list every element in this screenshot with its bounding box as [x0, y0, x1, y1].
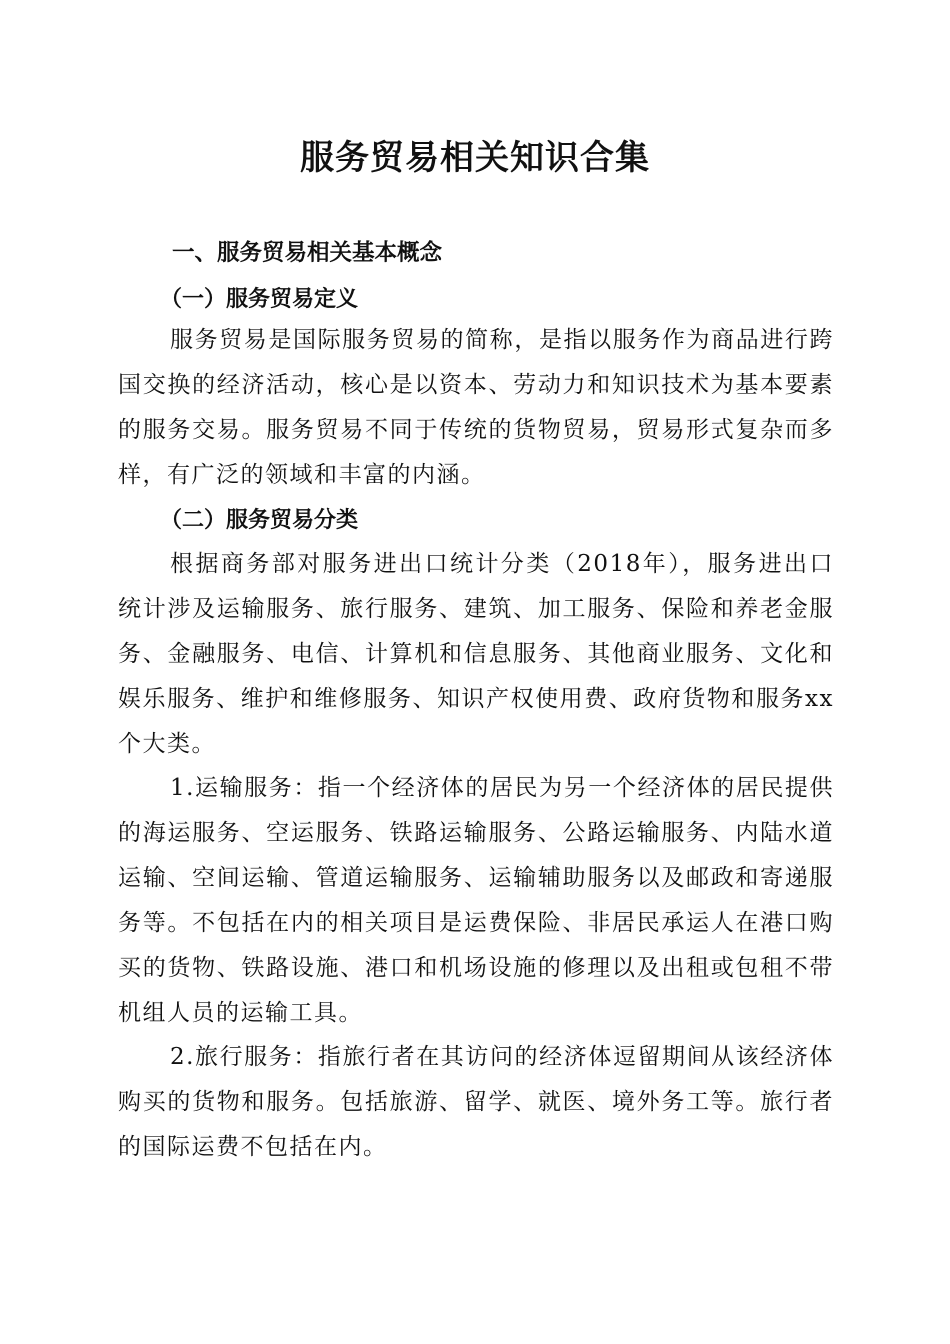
document-title: 服务贸易相关知识合集 [300, 138, 650, 178]
paragraph-travel-services: 2.旅行服务：指旅行者在其访问的经济体逗留期间从该经济体购买的货物和服务。包括旅游、留学、就医、境外务工等。旅行者的国际运费不包括在内。 [118, 1044, 834, 1160]
section-heading-basic-concepts: 一、服务贸易相关基本概念 [172, 240, 443, 266]
paragraph-classification: 根据商务部对服务进出口统计分类（2018年），服务进出口统计涉及运输服务、旅行服务、建筑、加工服务、保险和养老金服务、金融服务、电信、计算机和信息服务、其他商业服务、文化和娱乐服务、维护和维修服务、知识产权使用费、政府货物和服务xx个大类。 [118, 551, 834, 757]
subsection-heading-classification: （二）服务贸易分类 [160, 507, 359, 533]
subsection-heading-definition: （一）服务贸易定义 [160, 286, 359, 312]
paragraph-definition: 服务贸易是国际服务贸易的简称，是指以服务作为商品进行跨国交换的经济活动，核心是以资本、劳动力和知识技术为基本要素的服务交易。服务贸易不同于传统的货物贸易，贸易形式复杂而多样，有广泛的领域和丰富的内涵。 [118, 327, 834, 488]
paragraph-transport-services: 1.运输服务：指一个经济体的居民为另一个经济体的居民提供的海运服务、空运服务、铁路运输服务、公路运输服务、内陆水道运输、空间运输、管道运输服务、运输辅助服务以及邮政和寄递服务等。不包括在内的相关项目是运费保险、非居民承运人在港口购买的货物、铁路设施、港口和机场设施的修理以及出租或包租不带机组人员的运输工具。 [118, 775, 834, 1026]
